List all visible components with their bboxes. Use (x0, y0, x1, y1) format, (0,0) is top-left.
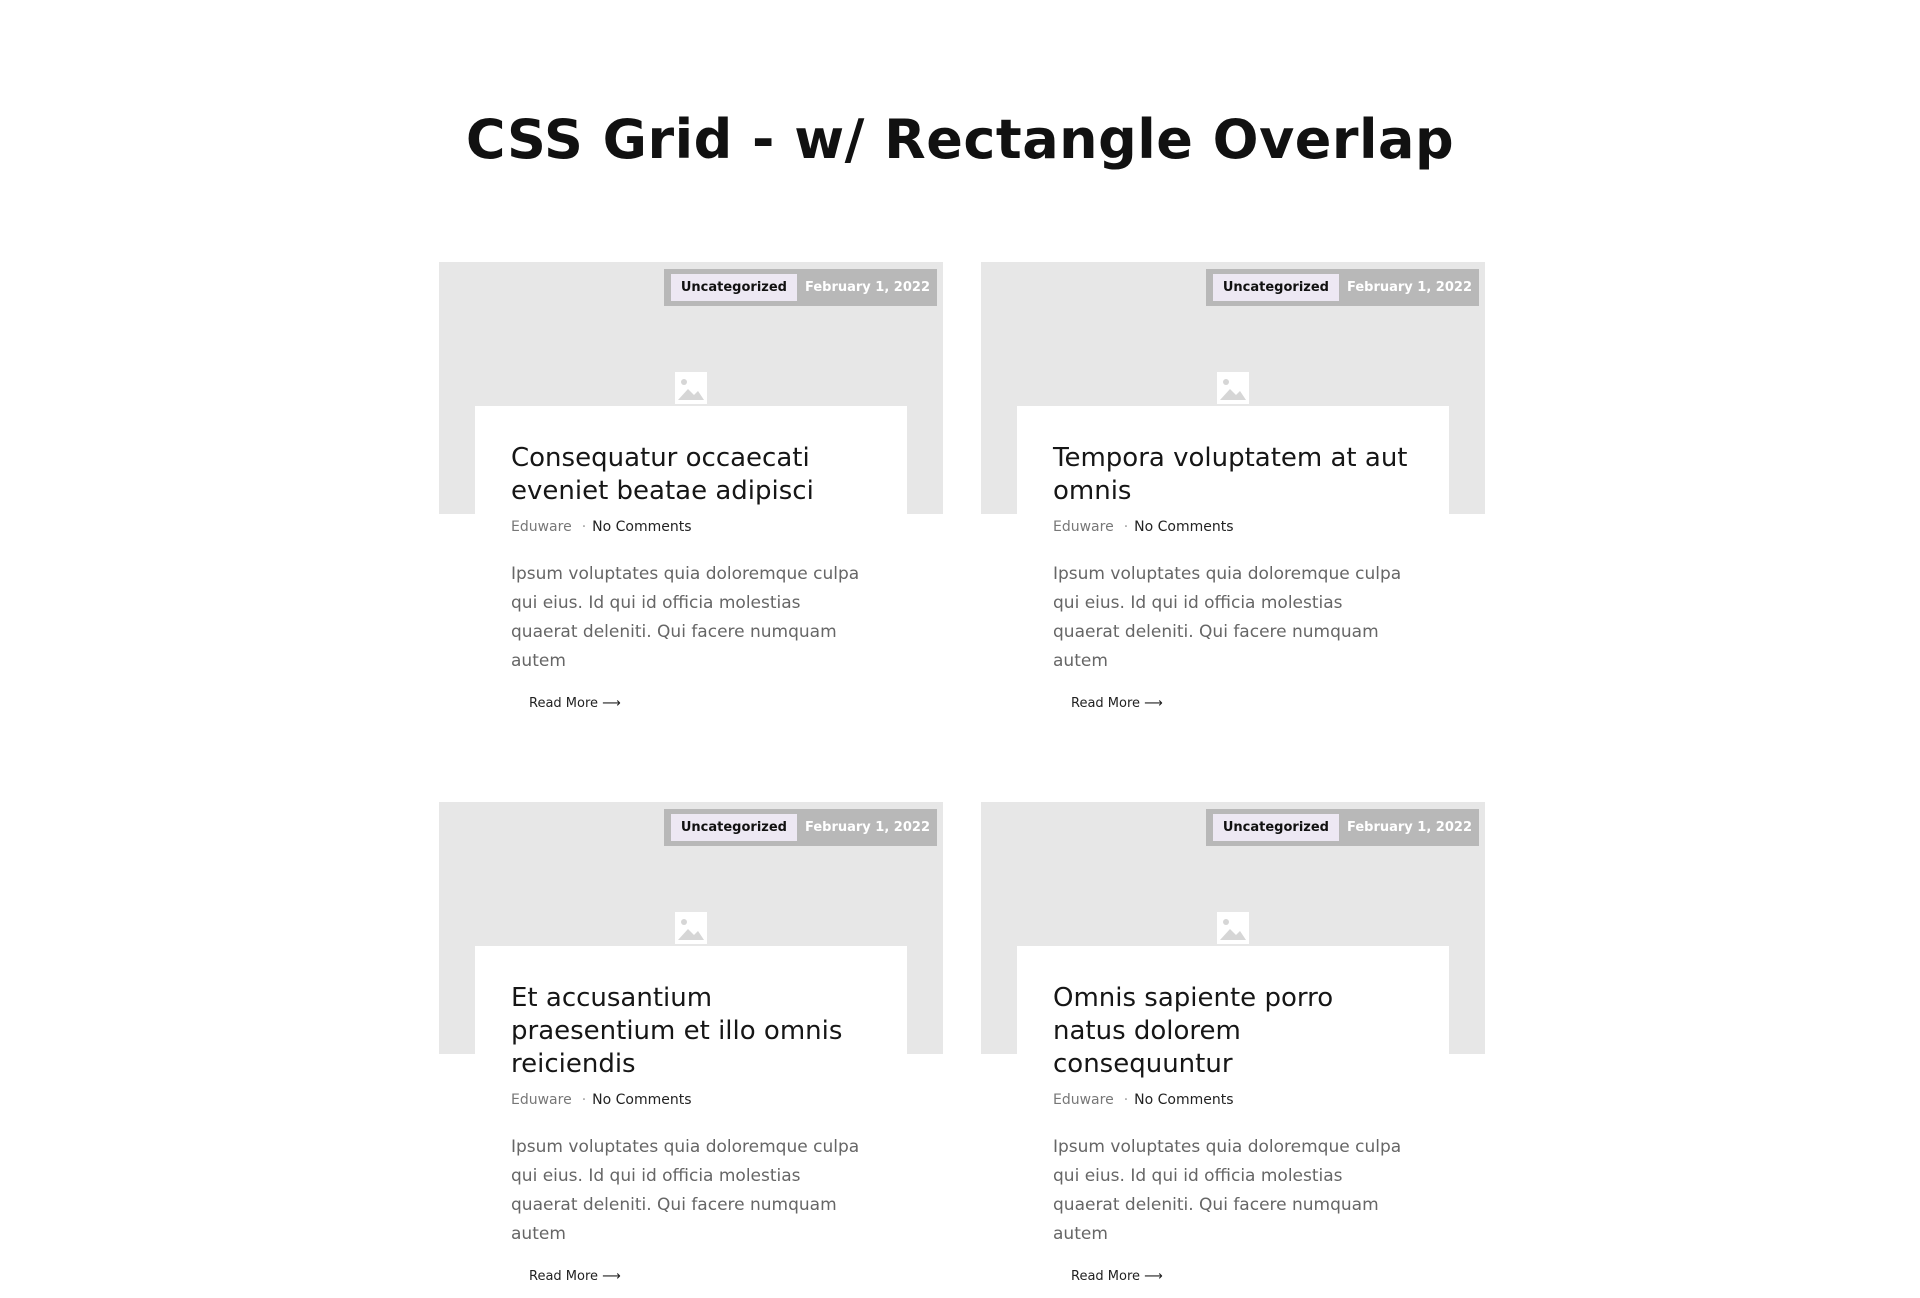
post-excerpt: Ipsum voluptates quia doloremque culpa qui eius. Id qui id officia molestias quaerat deleniti. Qui facere numquam autem (1053, 564, 1402, 671)
post-meta-strip (1206, 269, 1479, 306)
post-date: February 1, 2022 (804, 820, 930, 835)
post-content-panel (1017, 946, 1449, 1285)
read-more-link[interactable]: Read More ⟶ (1071, 1269, 1163, 1284)
byline-separator: · (581, 519, 587, 535)
post-title[interactable]: Et accusantium praesentium et illo omnis reiciendis (511, 983, 843, 1079)
post-byline (1053, 518, 1413, 536)
post-byline (511, 518, 871, 536)
post-author[interactable]: Eduware (511, 519, 572, 535)
category-badge[interactable]: Uncategorized (671, 274, 797, 301)
post-card (439, 262, 943, 758)
post-content-panel (475, 406, 907, 712)
post-meta-strip (1206, 809, 1479, 846)
post-author[interactable]: Eduware (1053, 519, 1114, 535)
post-author[interactable]: Eduware (1053, 1092, 1114, 1108)
post-comments-link[interactable]: No Comments (1134, 519, 1234, 535)
page-title: CSS Grid - w/ Rectangle Overlap (465, 108, 1455, 171)
post-date: February 1, 2022 (1346, 280, 1472, 295)
post-excerpt: Ipsum voluptates quia doloremque culpa qui eius. Id qui id officia molestias quaerat deleniti. Qui facere numquam autem (511, 1137, 860, 1244)
post-title[interactable]: Consequatur occaecati eveniet beatae adipisci (511, 443, 814, 506)
post-meta-strip (664, 809, 937, 846)
post-author[interactable]: Eduware (511, 1092, 572, 1108)
category-badge[interactable]: Uncategorized (1213, 274, 1339, 301)
read-more-link[interactable]: Read More ⟶ (529, 696, 621, 711)
post-comments-link[interactable]: No Comments (592, 1092, 692, 1108)
byline-separator: · (1123, 1092, 1129, 1108)
post-excerpt: Ipsum voluptates quia doloremque culpa qui eius. Id qui id officia molestias quaerat deleniti. Qui facere numquam autem (1053, 1137, 1402, 1244)
post-meta-strip (664, 269, 937, 306)
read-more-link[interactable]: Read More ⟶ (1071, 696, 1163, 711)
category-badge[interactable]: Uncategorized (671, 814, 797, 841)
post-content-panel (1017, 406, 1449, 712)
post-date: February 1, 2022 (1346, 820, 1472, 835)
post-content-panel (475, 946, 907, 1285)
post-comments-link[interactable]: No Comments (1134, 1092, 1234, 1108)
post-grid (439, 262, 1485, 1298)
image-placeholder-icon (1217, 372, 1249, 404)
post-byline (1053, 1091, 1413, 1109)
post-title[interactable]: Tempora voluptatem at aut omnis (1053, 443, 1408, 506)
post-title[interactable]: Omnis sapiente porro natus dolorem consequuntur (1053, 983, 1334, 1079)
category-badge[interactable]: Uncategorized (1213, 814, 1339, 841)
post-comments-link[interactable]: No Comments (592, 519, 692, 535)
read-more-link[interactable]: Read More ⟶ (529, 1269, 621, 1284)
image-placeholder-icon (675, 372, 707, 404)
byline-separator: · (1123, 519, 1129, 535)
post-date: February 1, 2022 (804, 280, 930, 295)
byline-separator: · (581, 1092, 587, 1108)
post-excerpt: Ipsum voluptates quia doloremque culpa qui eius. Id qui id officia molestias quaerat deleniti. Qui facere numquam autem (511, 564, 860, 671)
post-card (981, 262, 1485, 758)
image-placeholder-icon (675, 912, 707, 944)
post-card (981, 802, 1485, 1298)
post-byline (511, 1091, 871, 1109)
image-placeholder-icon (1217, 912, 1249, 944)
post-card (439, 802, 943, 1298)
